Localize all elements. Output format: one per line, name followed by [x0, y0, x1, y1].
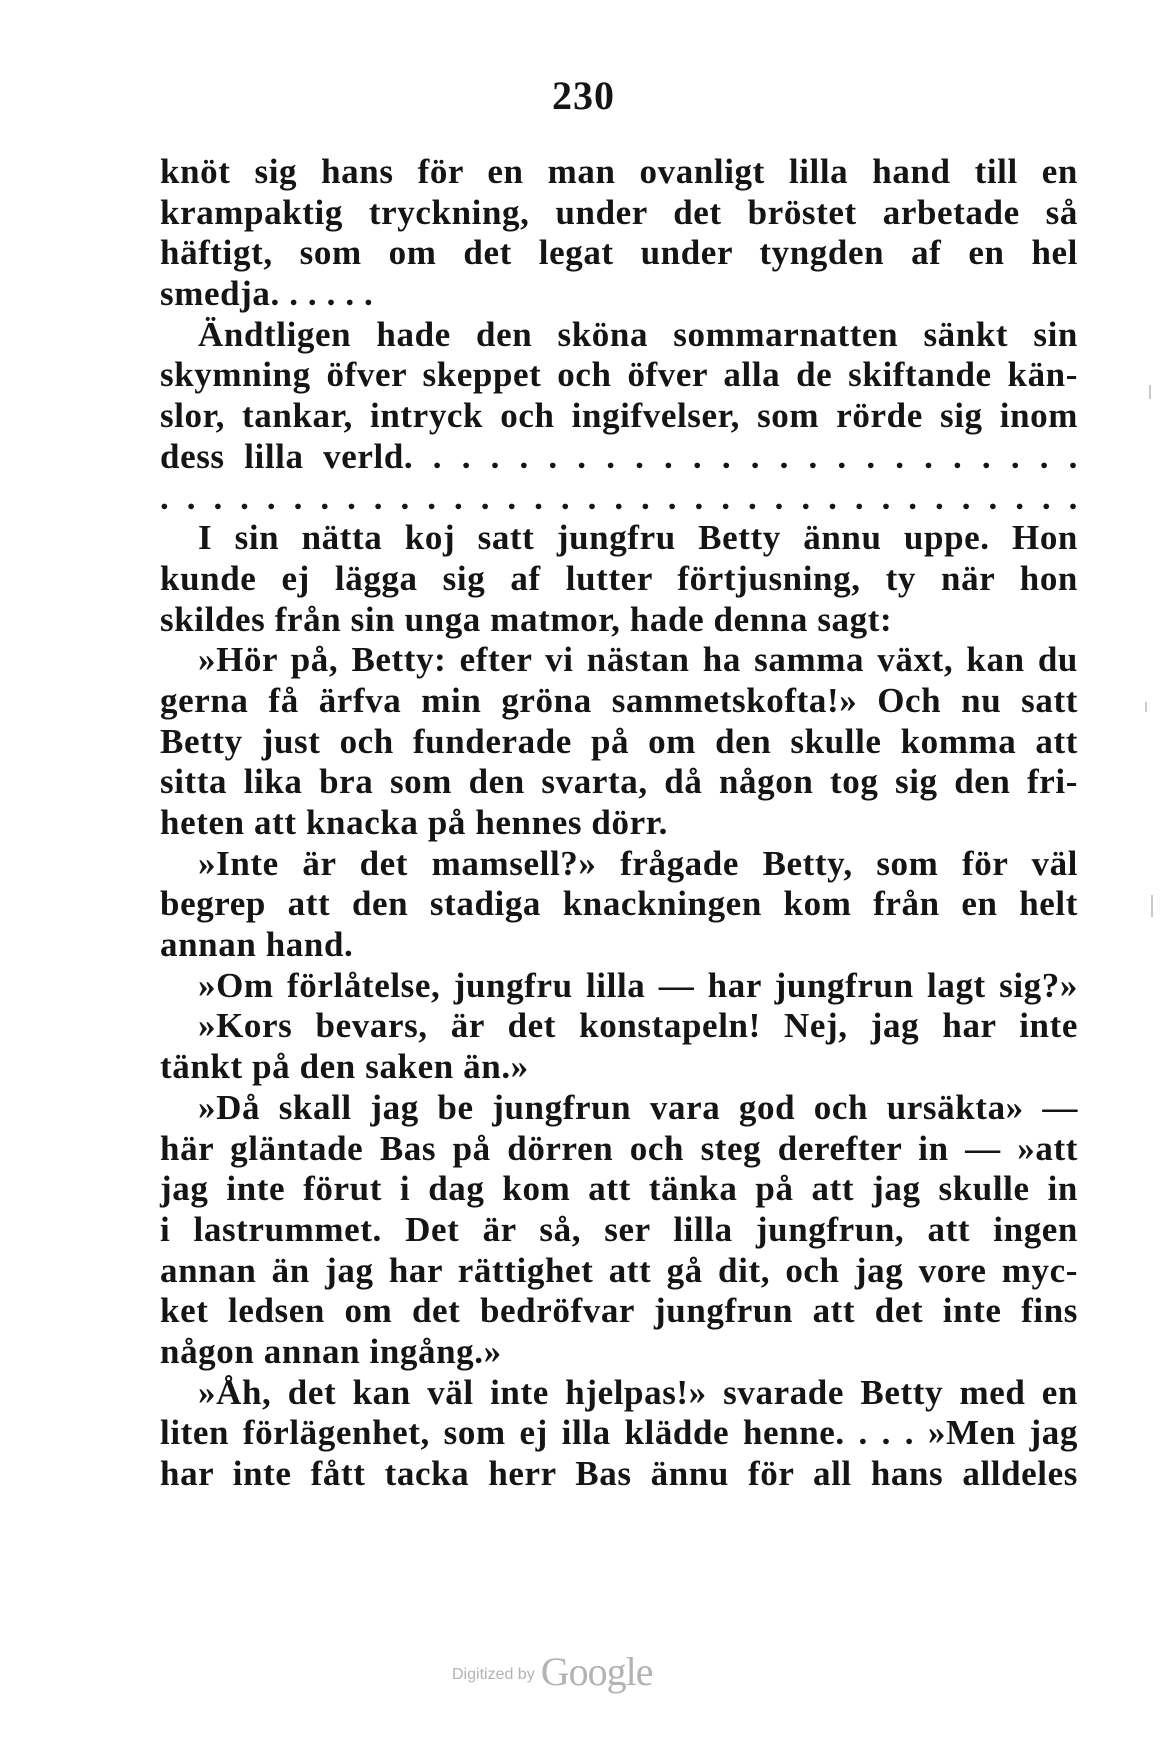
text-line: smedja. . . . . . — [160, 274, 374, 314]
text-line: »Om förlåtelse, jungfru lilla — har jungfrun lagt sig?» — [198, 965, 1078, 1005]
text-line: »Då skall jag be jungfrun vara god och ursäkta» — — [198, 1087, 1078, 1127]
text-line: »Hör på, Betty: efter vi nästan ha samma växt, kan du — [198, 640, 1078, 680]
text-line: häftigt, som om det legat under tyngden af en hel — [160, 233, 1078, 273]
text-line: tänkt på den saken än.» — [160, 1047, 529, 1087]
text-line: jag inte förut i dag kom att tänka på att jag skulle in — [160, 1169, 1078, 1209]
text-line: krampaktig tryckning, under det bröstet arbetade så — [160, 192, 1078, 232]
text-line: dess lilla verld. . . . . . . . . . . . . . . . . . . . . . . . — [160, 436, 1078, 476]
text-line: heten att knacka på hennes dörr. — [160, 803, 668, 842]
digitized-by-google-watermark — [452, 1648, 722, 1695]
text-line: annan hand. — [160, 925, 354, 965]
text-line: här gläntade Bas på dörren och steg derefter in — »att — [160, 1128, 1078, 1168]
text-line: »Åh, det kan väl inte hjelpas!» svarade Betty med en — [198, 1372, 1078, 1412]
text-line: någon annan ingång.» — [160, 1331, 502, 1371]
text-line: »Kors bevars, är det konstapeln! Nej, jag har inte — [198, 1006, 1078, 1046]
text-line: kunde ej lägga sig af lutter förtjusning, ty när hon — [160, 558, 1078, 598]
text-line: i lastrummet. Det är så, ser lilla jungfrun, att ingen — [160, 1209, 1078, 1249]
text-line: liten förlägenhet, som ej illa klädde henne. . . . »Men jag — [160, 1413, 1078, 1453]
text-line: sitta lika bra som den svarta, då någon tog sig den fri- — [160, 762, 1078, 802]
scan-speck — [1151, 895, 1153, 917]
text-line: annan än jag har rättighet att gå dit, och jag vore myc- — [160, 1250, 1078, 1290]
text-line: gerna få ärfva min gröna sammetskofta!» Och nu satt — [160, 680, 1078, 720]
scan-edge-marks — [1137, 0, 1167, 1751]
text-line: I sin nätta koj satt jungfru Betty ännu uppe. Hon — [198, 518, 1078, 558]
body-text — [160, 152, 1078, 1495]
text-line: »Inte är det mamsell?» frågade Betty, som för väl — [198, 843, 1078, 883]
text-line: Ändtligen hade den sköna sommarnatten sänkt sin — [198, 314, 1078, 354]
text-line: skildes från sin unga matmor, hade denna sagt: — [160, 599, 893, 639]
watermark-prefix: Digitized by — [452, 1666, 535, 1683]
scan-speck — [1145, 702, 1147, 712]
text-line: slor, tankar, intryck och ingifvelser, som rörde sig inom — [160, 396, 1078, 436]
text-line: Betty just och funderade på om den skulle komma att — [160, 721, 1078, 761]
scan-speck — [1149, 385, 1151, 399]
google-logo: Google — [540, 1649, 653, 1694]
text-line: har inte fått tacka herr Bas ännu för all hans alldeles — [160, 1454, 1078, 1493]
text-line: . . . . . . . . . . . . . . . . . . . . . . . . . . . . . . . . . . . — [160, 477, 1078, 517]
page-number: 230 — [552, 73, 615, 118]
text-line: begrep att den stadiga knackningen kom från en helt — [160, 884, 1078, 924]
text-line: skymning öfver skeppet och öfver alla de skiftande kän- — [160, 355, 1078, 395]
text-line: knöt sig hans för en man ovanligt lilla hand till en — [160, 152, 1078, 191]
text-line: ket ledsen om det bedröfvar jungfrun att det inte fins — [160, 1291, 1078, 1331]
